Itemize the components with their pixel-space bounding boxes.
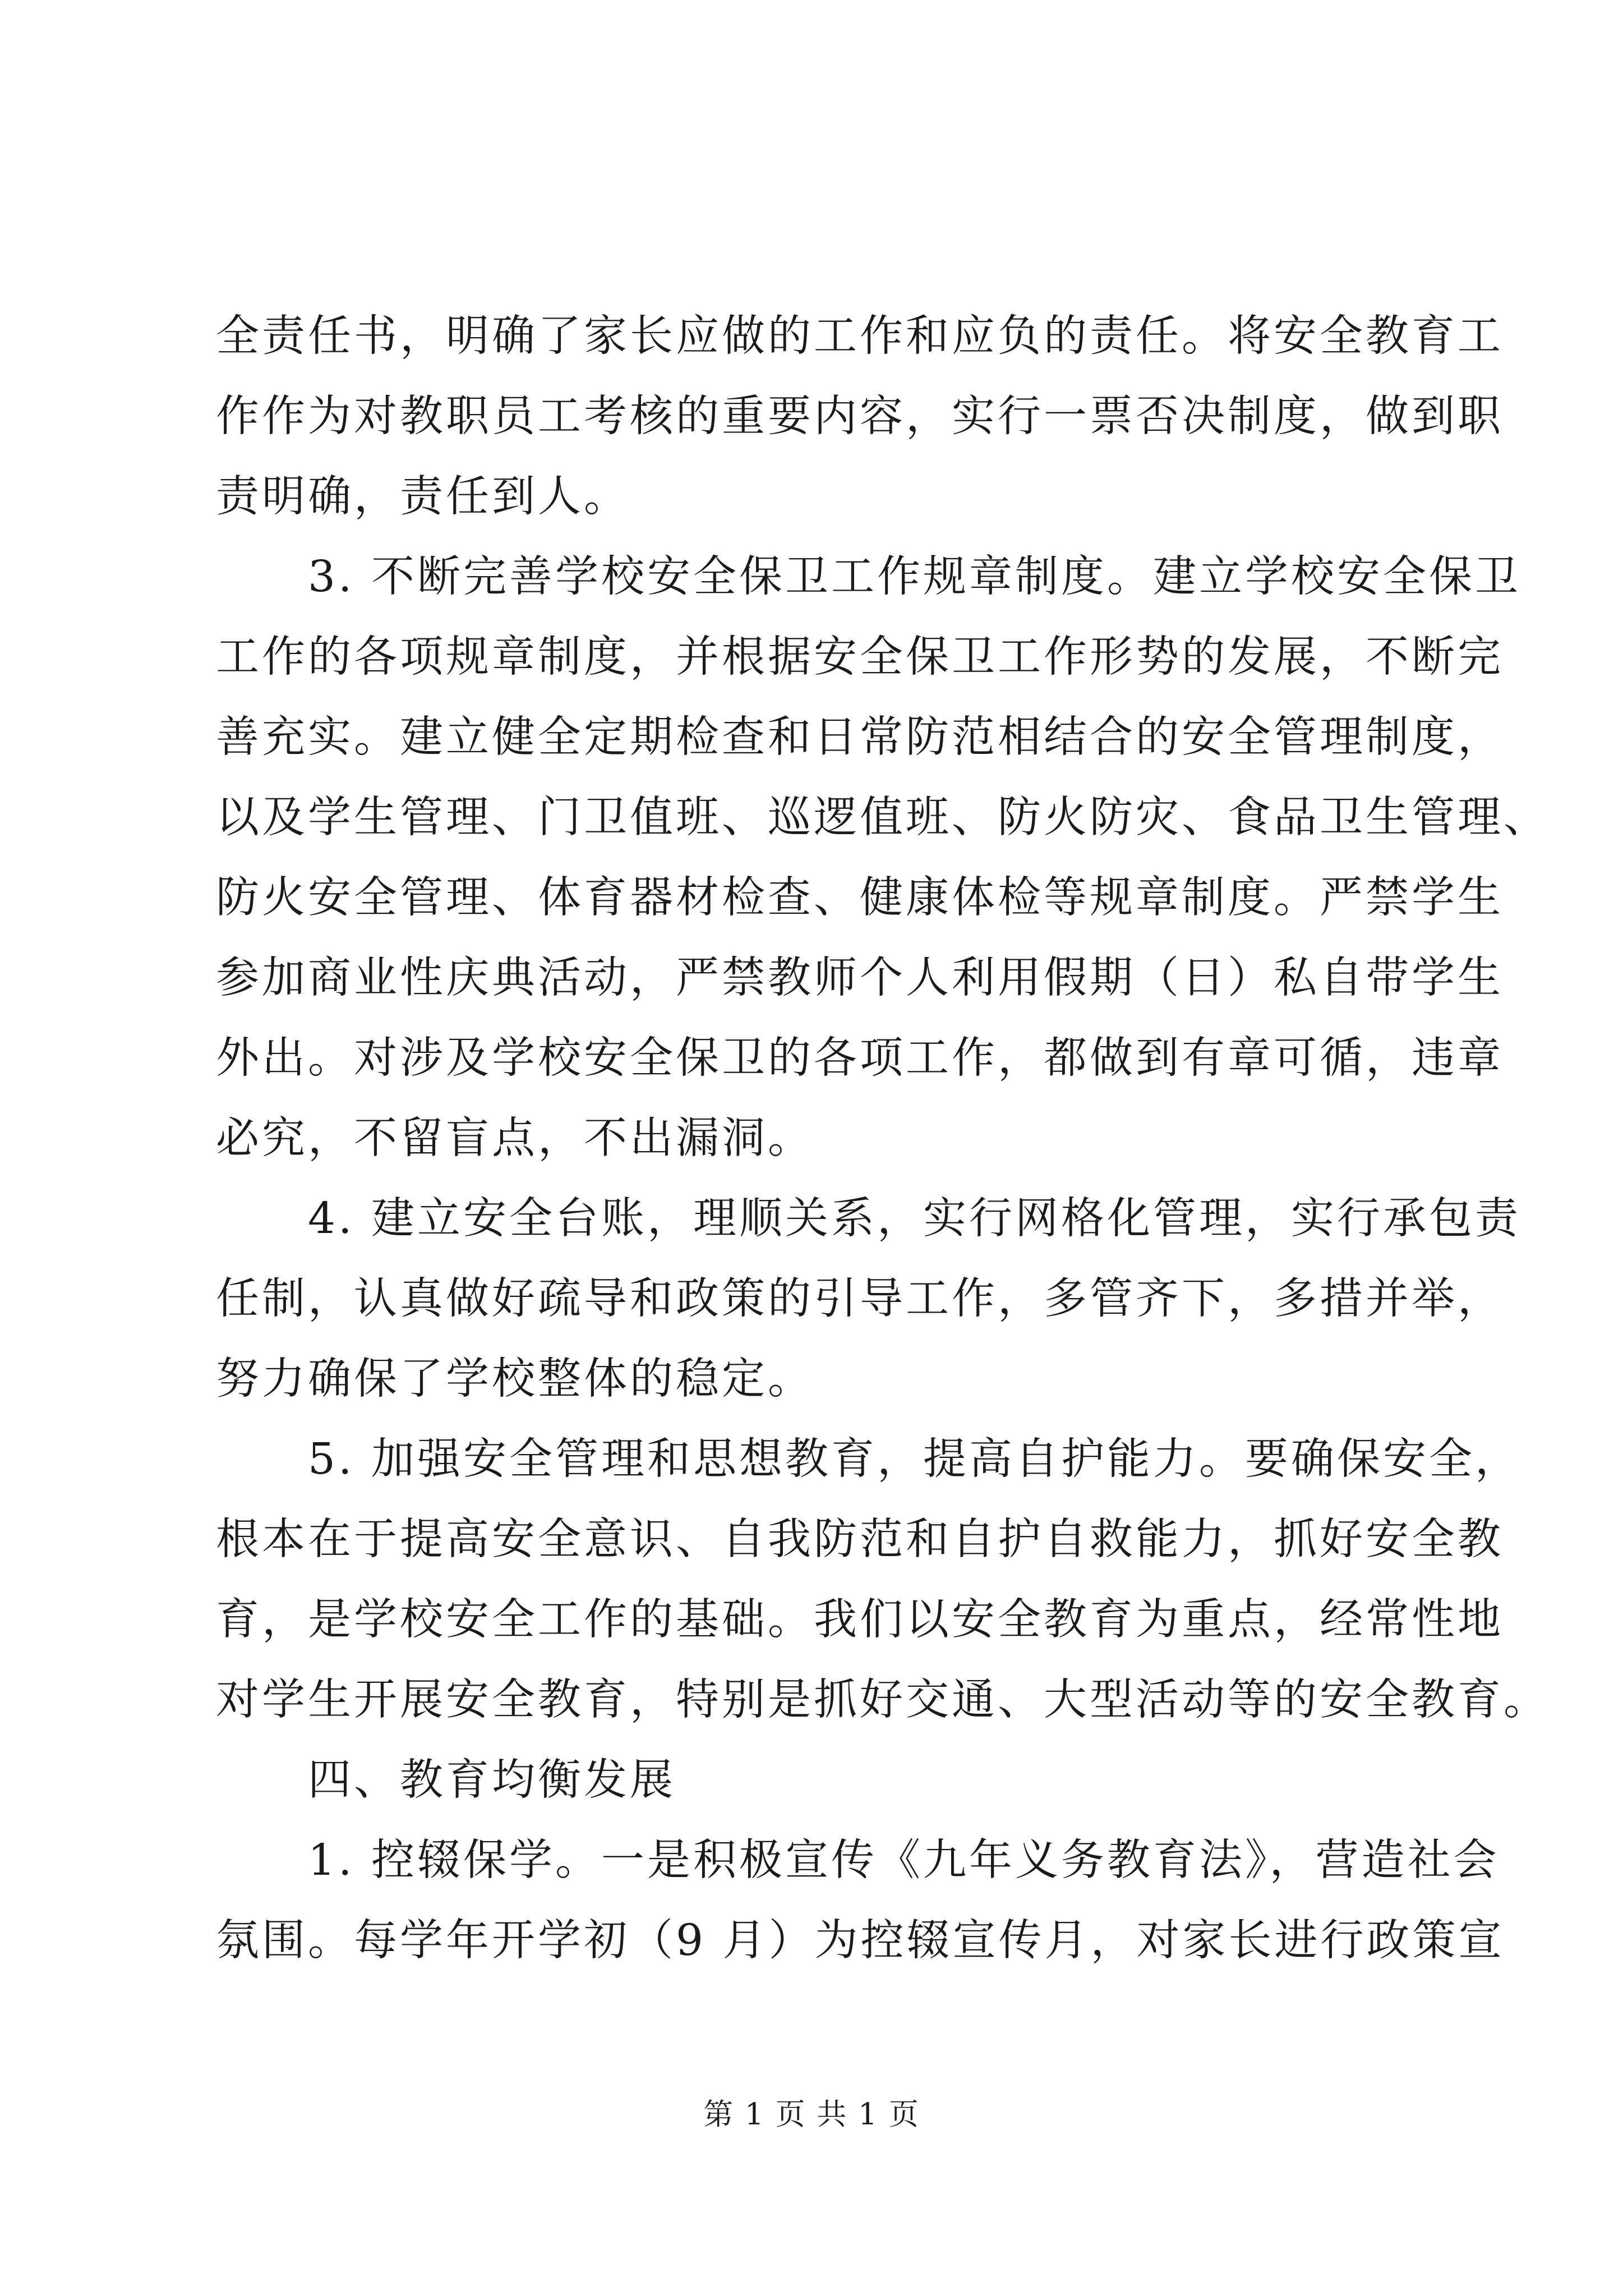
text-line: 1. 控辍保学。一是积极宣传《九年义务教育法》，营造社会 [216, 1835, 1500, 1885]
text-line: 责明确，责任到人。 [216, 472, 630, 522]
text-line: 根本在于提高安全意识、自我防范和自护自救能力，抓好安全教 [216, 1515, 1504, 1565]
text-line: 5. 加强安全管理和思想教育，提高自护能力。要确保安全， [216, 1434, 1521, 1484]
document-body [216, 296, 1550, 1981]
text-line: 必究，不留盲点，不出漏洞。 [216, 1114, 814, 1163]
text-line: 外出。对涉及学校安全保卫的各项工作，都做到有章可循，违章 [216, 1033, 1504, 1083]
text-line: 育，是学校安全工作的基础。我们以安全教育为重点，经常性地 [216, 1595, 1504, 1645]
text-line: 对学生开展安全教育，特别是抓好交通、大型活动等的安全教育。 [216, 1675, 1550, 1725]
page-footer: 第 1 页 共 1 页 [703, 2097, 920, 2132]
text-line: 全责任书，明确了家长应做的工作和应负的责任。将安全教育工 [216, 311, 1504, 361]
text-line: 工作的各项规章制度，并根据安全保卫工作形势的发展，不断完 [216, 632, 1504, 682]
text-line: 参加商业性庆典活动，严禁教师个人利用假期（日）私自带学生 [216, 953, 1504, 1003]
text-line: 任制，认真做好疏导和政策的引导工作，多管齐下，多措并举， [216, 1274, 1504, 1324]
text-line: 努力确保了学校整体的稳定。 [216, 1354, 814, 1404]
text-line: 作作为对教职员工考核的重要内容，实行一票否决制度，做到职 [216, 392, 1504, 441]
text-line: 3. 不断完善学校安全保卫工作规章制度。建立学校安全保卫 [216, 552, 1521, 602]
text-line: 以及学生管理、门卫值班、巡逻值班、防火防灾、食品卫生管理、 [216, 793, 1550, 843]
text-line: 防火安全管理、体育器材检查、健康体检等规章制度。严禁学生 [216, 873, 1504, 923]
text-line: 4. 建立安全台账，理顺关系，实行网格化管理，实行承包责 [216, 1194, 1521, 1244]
text-line: 氛围。每学年开学初（9 月）为控辍宣传月，对家长进行政策宣 [216, 1916, 1505, 1966]
text-line: 善充实。建立健全定期检查和日常防范相结合的安全管理制度， [216, 712, 1504, 762]
section-heading: 四、教育均衡发展 [216, 1755, 676, 1805]
